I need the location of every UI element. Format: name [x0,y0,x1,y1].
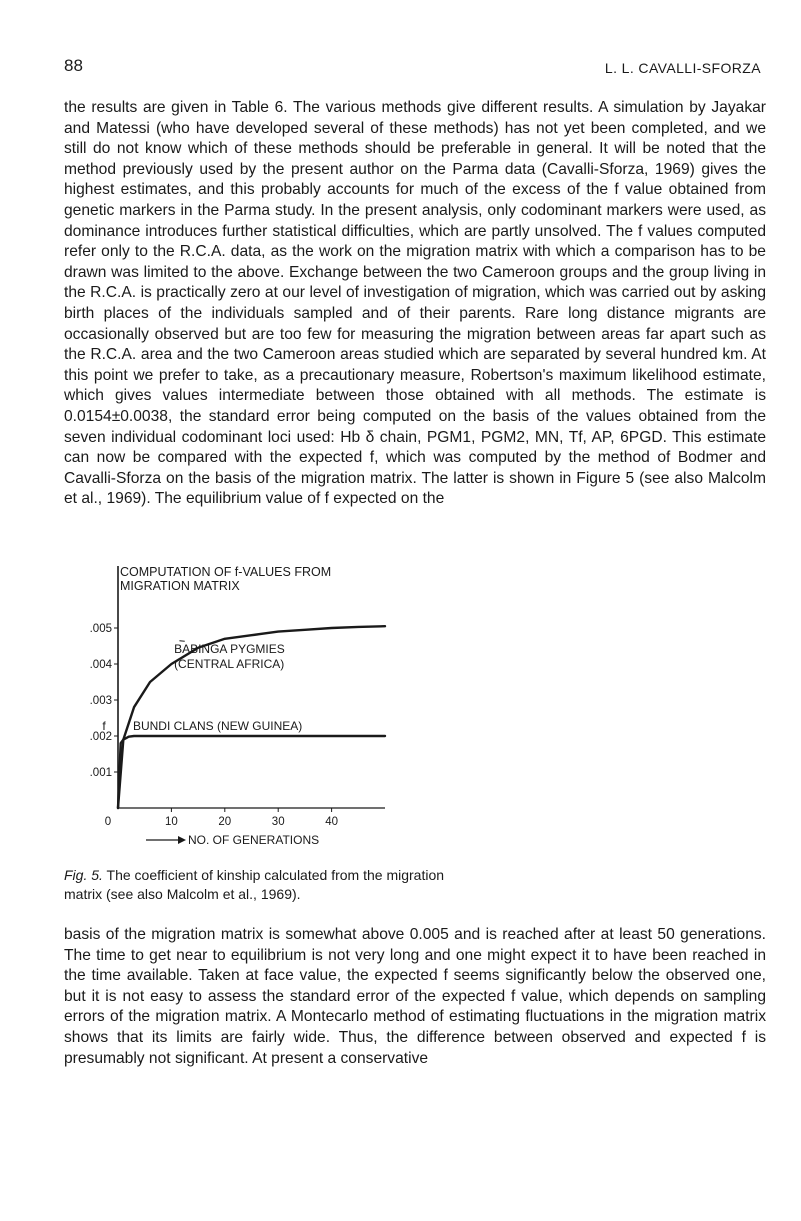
figure-caption [64,866,484,904]
x-axis-label: NO. OF GENERATIONS [188,833,320,847]
x-tick-label: 10 [165,816,178,828]
series-line-2 [118,736,385,808]
y-tick-label: .005 [89,623,112,635]
caption-label: Fig. 5. [64,867,103,883]
body-paragraph-2: basis of the migration matrix is somewhat above 0.005 and is reached after at least 50 generations. The time to get near to equilibrium is not very long and one might expect it to have been reached in the time available. Taken at face value, the expected f seems significantly below the observed one, but it is not easy to assess the standard error of the expected f value, which depends on sampling errors of the migration matrix. A Montecarlo method of estimating fluctuations in the migration matrix shows that its limits are fairly wide. Thus, the difference between observed and expected f is presumably not significant. At present a conservative [64,926,766,1067]
y-tick-label: .003 [89,695,112,707]
series-label-1: (CENTRAL AFRICA) [174,657,285,672]
figure-5 [89,560,400,850]
y-tick-label: .001 [89,767,112,779]
body-paragraph-1: the results are given in Table 6. The various methods give different results. A simulation by Jayakar and Matessi (who have developed several of these methods) has not yet been completed, and we still do not know which of these methods should be preferable in general. It will be noted that the method previously used by the present author on the Parma data (Cavalli-Sforza, 1969) gives the highest estimates, and this probably accounts for much of the excess of the f value obtained from genetic markers in the Parma study. In the present analysis, only codominant markers were used, as dominance introduces further statistical difficulties, which are partly unsolved. The f values computed refer only to the R.C.A. data, as the work on the migration matrix with which a comparison has to be drawn was limited to the above. Exchange between the two Cameroon groups and the group living in the R.C.A. is practically zero at our level of investigation of migration, which was carried out by asking birth places of the individuals sampled and of their parents. Rare long distance migrants are occasionally observed but are too few for measuring the migration between areas far apart such as the R.C.A. area and the two Cameroon areas studied which are separated by several hundred km. At this point we prefer to take, as a precautionary measure, Robertson's maximum likelihood estimate, which gives values intermediate between those obtained with all methods. The estimate is 0.0154±0.0038, the standard error being computed on the basis of the values obtained from the seven individual codominant loci used: Hb δ chain, PGM1, PGM2, MN, Tf, AP, 6PGD. This estimate can now be compared with the expected f, which was computed by the method of Bodmer and Cavalli-Sforza on the basis of the migration matrix. The latter is shown in Figure 5 (see also Malcolm et al., 1969). The equilibrium value of f expected on the [64,99,766,508]
series-label-2: BUNDI CLANS (NEW GUINEA) [132,719,303,733]
x-axis-arrow-head [178,836,186,844]
x-tick-label: 0 [104,816,112,828]
series-label-1: BABINGA PYGMIES [174,642,285,657]
caption-text: The coefficient of kinship calculated from the migration matrix (see also Malcolm et al., 1969). [64,867,445,902]
x-tick-label: 40 [325,816,338,828]
kinship-chart [89,560,400,850]
page-number: 88 [64,56,83,75]
x-tick-label: 20 [218,816,232,828]
running-head: L. L. CAVALLI-SFORZA [604,60,761,76]
chart-title-line: COMPUTATION OF f-VALUES FROM [120,565,332,579]
x-tick-label: 30 [271,816,285,828]
y-tick-label: .004 [89,659,112,671]
y-tick-label: .002 [89,731,112,743]
chart-title-line: MIGRATION MATRIX [120,579,240,593]
y-axis-label: f [102,719,106,733]
